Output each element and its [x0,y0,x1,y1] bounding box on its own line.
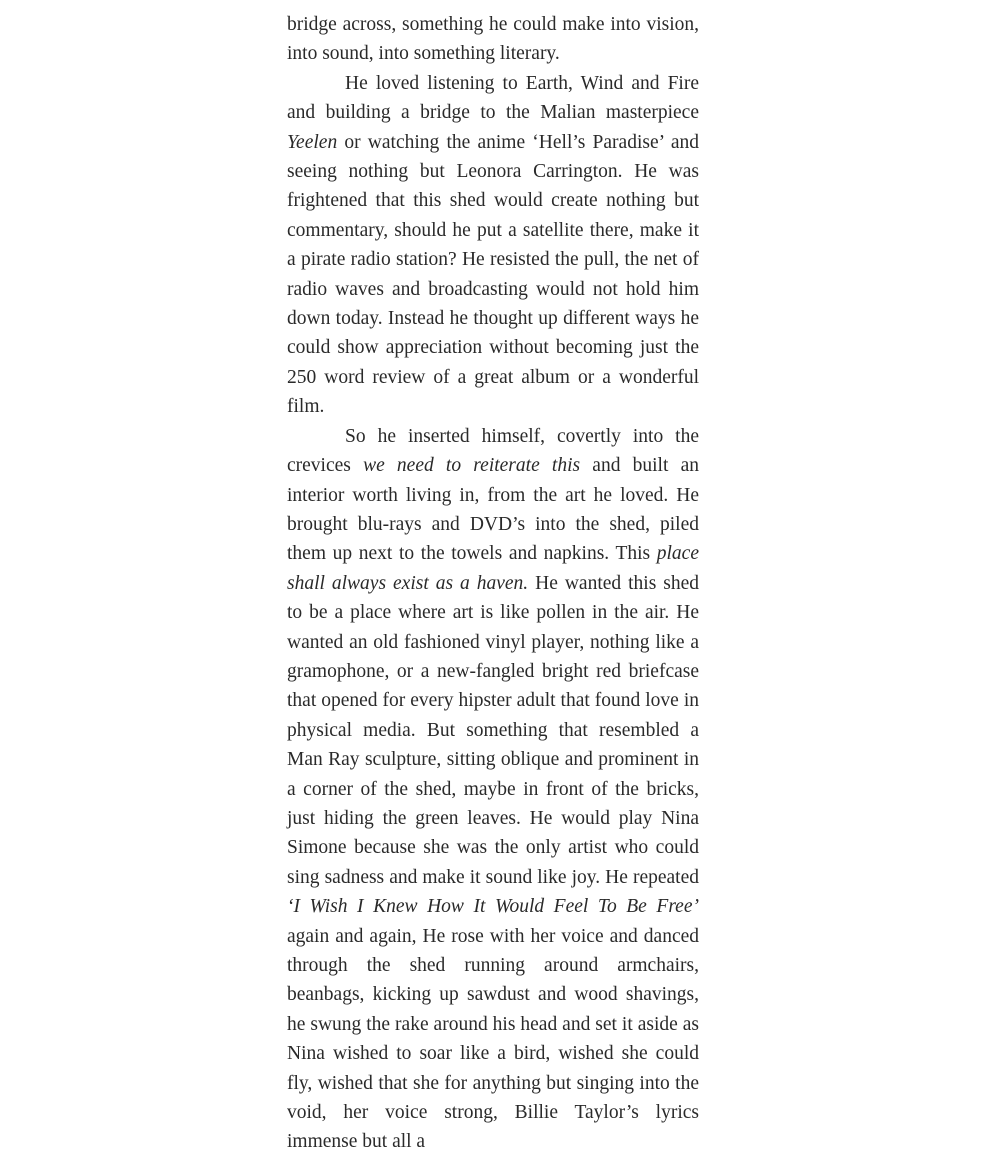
paragraph-earth-wind-fire [287,69,699,422]
italic-aside: we need to reiterate this [363,455,581,477]
document-body [287,10,699,1157]
paragraph-shed-haven [287,422,699,1157]
paragraph-text: bridge across, something he could make into vision, into sound, into something literary. [287,14,699,65]
paragraph-text: He loved listening to Earth, Wind and Fire and building a bridge to the Malian masterpiece [287,72,699,124]
italic-film-title: Yeelen [287,131,338,153]
paragraph-text: or watching the anime ‘Hell’s Paradise’ and seeing nothing but Leonora Carrington. He was frightened that this shed would create nothing but commentary, should he put a satellite there, make it a pirate radio station? He resisted the pull, the net of radio waves and broadcasting would not hold him down today. Instead he thought up different ways he could show appreciation without becoming just the 250 word review of a great album or a wonderful film. [287,131,699,418]
paragraph-continuation [287,10,699,69]
italic-phrase: place shall always exist as a haven. [287,543,699,594]
paragraph-text: He wanted this shed to be a place where art is like pollen in the air. He wanted an old fashioned vinyl player, nothing like a gramophone, or a new-fangled bright red briefcase that opened for every hipster adult that found love in physical media. But something that resembled a Man Ray sculpture, sitting oblique and prominent in a corner of the shed, maybe in front of the bricks, just hiding the green leaves. He would play Nina Simone because she was the only artist who could sing sadness and make it sound like joy. He repeated [287,572,699,888]
paragraph-text: So he inserted himself, covertly into the crevices [287,425,699,477]
paragraph-text: again and again, He rose with her voice and danced through the shed running around armchairs, beanbags, kicking up sawdust and wood shavings, he swung the rake around his head and set it aside as Nina wished to soar like a bird, wished she could fly, wished that she for anything but singing into the void, her voice strong, Billie Taylor’s lyrics immense but all a [287,925,699,1153]
italic-song-title: ‘I Wish I Knew How It Would Feel To Be Free’ [287,896,699,918]
paragraph-text: and built an interior worth living in, from the art he loved. He brought blu-rays and DVD’s into the shed, piled them up next to the towels and napkins. This [287,455,699,565]
